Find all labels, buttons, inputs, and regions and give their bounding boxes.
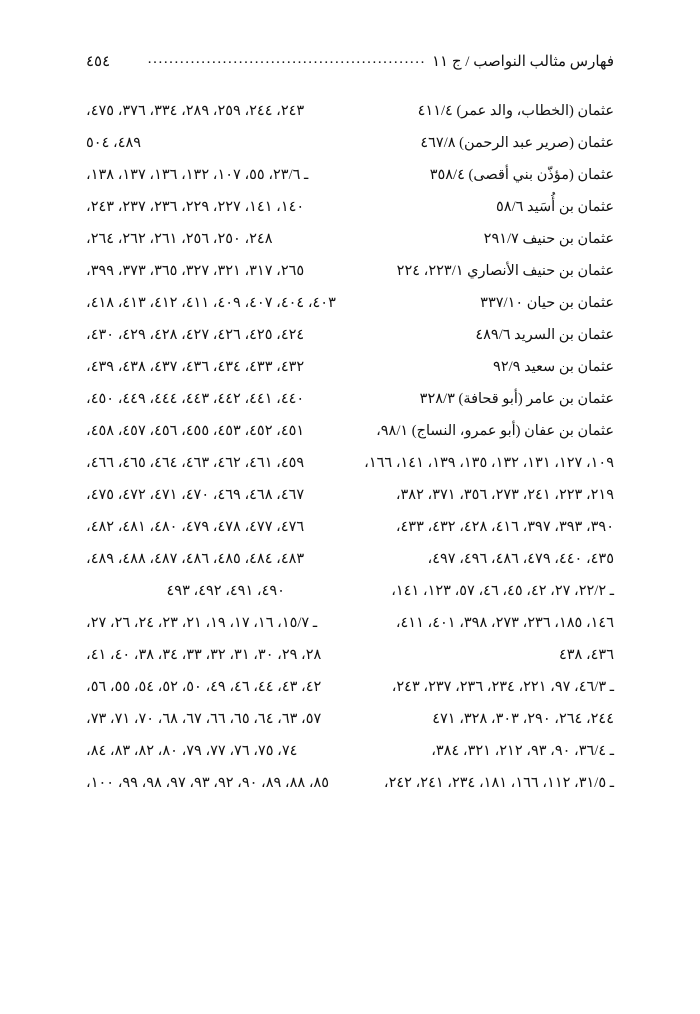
table-row — [86, 741, 614, 773]
index-page-refs: ٥٧، ٦٣، ٦٤، ٦٥، ٦٦، ٦٧، ٦٨، ٧٠، ٧١، ٧٣، — [86, 711, 322, 728]
table-row — [86, 613, 614, 645]
table-row — [86, 485, 614, 517]
index-entry: ٢٤٤، ٢٦٤، ٢٩٠، ٣٠٣، ٣٢٨، ٤٧١ — [432, 711, 614, 728]
index-entry: عثمان بن السريد ٤٨٩/٦ — [475, 327, 614, 344]
index-page-refs: ـ ٢٣/٦، ٥٥، ١٠٧، ١٣٢، ١٣٦، ١٣٧، ١٣٨، — [86, 167, 309, 184]
table-row — [86, 389, 614, 421]
index-page-refs: ٤٤٠، ٤٤١، ٤٤٢، ٤٤٣، ٤٤٤، ٤٤٩، ٤٥٠، — [86, 391, 305, 408]
index-entry: ٤٣٦، ٤٣٨ — [558, 647, 614, 664]
table-row — [86, 549, 614, 581]
index-entry: ٤٣٥، ٤٤٠، ٤٧٩، ٤٨٦، ٤٩٦، ٤٩٧، — [427, 551, 614, 568]
page-number: ٤٥٤ — [86, 54, 111, 70]
index-page-refs: ٤٢٤، ٤٢٥، ٤٢٦، ٤٢٧، ٤٢٨، ٤٢٩، ٤٣٠، — [86, 327, 305, 344]
table-row — [86, 677, 614, 709]
index-entry: عثمان بن أُسَيد ٥٨/٦ — [496, 199, 614, 216]
index-entry: عثمان (صرير عبد الرحمن) ٤٦٧/٨ — [420, 135, 614, 152]
index-entry: ـ ٣٦/٤، ٩٠، ٩٣، ٢١٢، ٣٢١، ٣٨٤، — [431, 743, 614, 760]
table-row — [86, 133, 614, 165]
index-entry: ـ ٢٢/٢، ٢٧، ٤٢، ٤٥، ٤٦، ٥٧، ١٢٣، ١٤١، — [391, 583, 614, 600]
index-entry: ١٠٩، ١٢٧، ١٣١، ١٣٢، ١٣٥، ١٣٩، ١٤١، ١٦٦، — [364, 455, 614, 472]
table-row — [86, 165, 614, 197]
index-entry: عثمان بن عامر (أبو قحافة) ٣٢٨/٣ — [419, 391, 614, 408]
table-row — [86, 773, 614, 805]
table-row — [86, 709, 614, 741]
table-row — [86, 293, 614, 325]
index-page-refs: ٧٤، ٧٥، ٧٦، ٧٧، ٧٩، ٨٠، ٨٢، ٨٣، ٨٤، — [86, 743, 298, 760]
index-page-refs: ٢٤٨، ٢٥٠، ٢٥٦، ٢٦١، ٢٦٢، ٢٦٤، — [86, 231, 273, 248]
index-entry: عثمان بن عفان (أبو عمرو، النساج) ٩٨/١، — [376, 423, 614, 440]
table-row — [86, 325, 614, 357]
index-page-refs: ٤٦٧، ٤٦٨، ٤٦٩، ٤٧٠، ٤٧١، ٤٧٢، ٤٧٥، — [86, 487, 305, 504]
table-row — [86, 517, 614, 549]
index-entry: ١٤٦، ١٨٥، ٢٣٦، ٢٧٣، ٣٩٨، ٤٠١، ٤١١، — [395, 615, 614, 632]
index-entry: ٣٩٠، ٣٩٣، ٣٩٧، ٤١٦، ٤٢٨، ٤٣٢، ٤٣٣، — [395, 519, 614, 536]
index-page-refs: ٤٥٩، ٤٦١، ٤٦٢، ٤٦٣، ٤٦٤، ٤٦٥، ٤٦٦، — [86, 455, 305, 472]
index-entry: ـ ٤٦/٣، ٩٧، ٢٢١، ٢٣٤، ٢٣٦، ٢٣٧، ٢٤٣، — [391, 679, 614, 696]
index-entry: ٢١٩، ٢٢٣، ٢٤١، ٢٧٣، ٣٥٦، ٣٧١، ٣٨٢، — [395, 487, 614, 504]
index-entry: عثمان بن سعيد ٩٢/٩ — [493, 359, 614, 376]
index-page-refs: ٤٨٩، ٥٠٤ — [86, 135, 142, 152]
index-page-refs: ٨٥، ٨٨، ٨٩، ٩٠، ٩٢، ٩٣، ٩٧، ٩٨، ٩٩، ١٠٠، — [86, 775, 330, 792]
index-page-refs: ٤٣٢، ٤٣٣، ٤٣٤، ٤٣٦، ٤٣٧، ٤٣٨، ٤٣٩، — [86, 359, 305, 376]
index-entry: عثمان (مؤذّن بني أقصى) ٣٥٨/٤ — [429, 167, 614, 184]
index-entry: عثمان بن حيان ٣٣٧/١٠ — [480, 295, 614, 312]
index-page-refs: ٤٠٣، ٤٠٤، ٤٠٧، ٤٠٩، ٤١١، ٤١٢، ٤١٣، ٤١٨، — [86, 295, 336, 312]
index-page-refs: ١٤٠، ١٤١، ٢٢٧، ٢٢٩، ٢٣٦، ٢٣٧، ٢٤٣، — [86, 199, 305, 216]
index-page-refs: ٢٦٥، ٣١٧، ٣٢١، ٣٢٧، ٣٦٥، ٣٧٣، ٣٩٩، — [86, 263, 305, 280]
index-page-refs: ٤٥١، ٤٥٢، ٤٥٣، ٤٥٥، ٤٥٦، ٤٥٧، ٤٥٨، — [86, 423, 305, 440]
header-dot-leader: .................................................... — [147, 51, 426, 67]
header-title: فهارس مثالب النواصب / ج ١١ — [431, 54, 614, 70]
table-row — [86, 581, 614, 613]
page-header — [86, 52, 614, 71]
table-row — [86, 229, 614, 261]
index-entry: عثمان (الخطاب، والد عمر) ٤١١/٤ — [417, 103, 614, 119]
index-page-refs: ٤٢، ٤٣، ٤٤، ٤٦، ٤٩، ٥٠، ٥٢، ٥٤، ٥٥، ٥٦، — [86, 679, 322, 696]
index-page-refs: ٢٨، ٢٩، ٣٠، ٣١، ٣٢، ٣٣، ٣٤، ٣٨، ٤٠، ٤١، — [86, 647, 322, 664]
index-entry: ـ ٣١/٥، ١١٢، ١٦٦، ١٨١، ٢٣٤، ٢٤١، ٢٤٢، — [383, 775, 614, 792]
table-row — [86, 101, 614, 133]
index-page-refs: ٤٨٣، ٤٨٤، ٤٨٥، ٤٨٦، ٤٨٧، ٤٨٨، ٤٨٩، — [86, 551, 305, 568]
table-row — [86, 261, 614, 293]
table-row — [86, 421, 614, 453]
table-row — [86, 453, 614, 485]
table-row — [86, 645, 614, 677]
table-row — [86, 357, 614, 389]
index-page-refs: ـ ١٥/٧، ١٦، ١٧، ١٩، ٢١، ٢٣، ٢٤، ٢٦، ٢٧، — [86, 615, 318, 632]
index-page-refs: ٤٩٠، ٤٩١، ٤٩٢، ٤٩٣ — [166, 583, 285, 600]
index-page-refs: ٢٤٣، ٢٤٤، ٢٥٩، ٢٨٩، ٣٣٤، ٣٧٦، ٤٧٥، — [86, 103, 305, 119]
index-entry: عثمان بن حنيف ٢٩١/٧ — [483, 231, 614, 248]
index-table — [86, 101, 614, 805]
index-table-body — [86, 101, 614, 805]
table-row — [86, 197, 614, 229]
index-page-refs: ٤٧٦، ٤٧٧، ٤٧٨، ٤٧٩، ٤٨٠، ٤٨١، ٤٨٢، — [86, 519, 305, 536]
index-entry: عثمان بن حنيف الأنصاري ٢٢٣/١، ٢٢٤ — [396, 263, 614, 280]
